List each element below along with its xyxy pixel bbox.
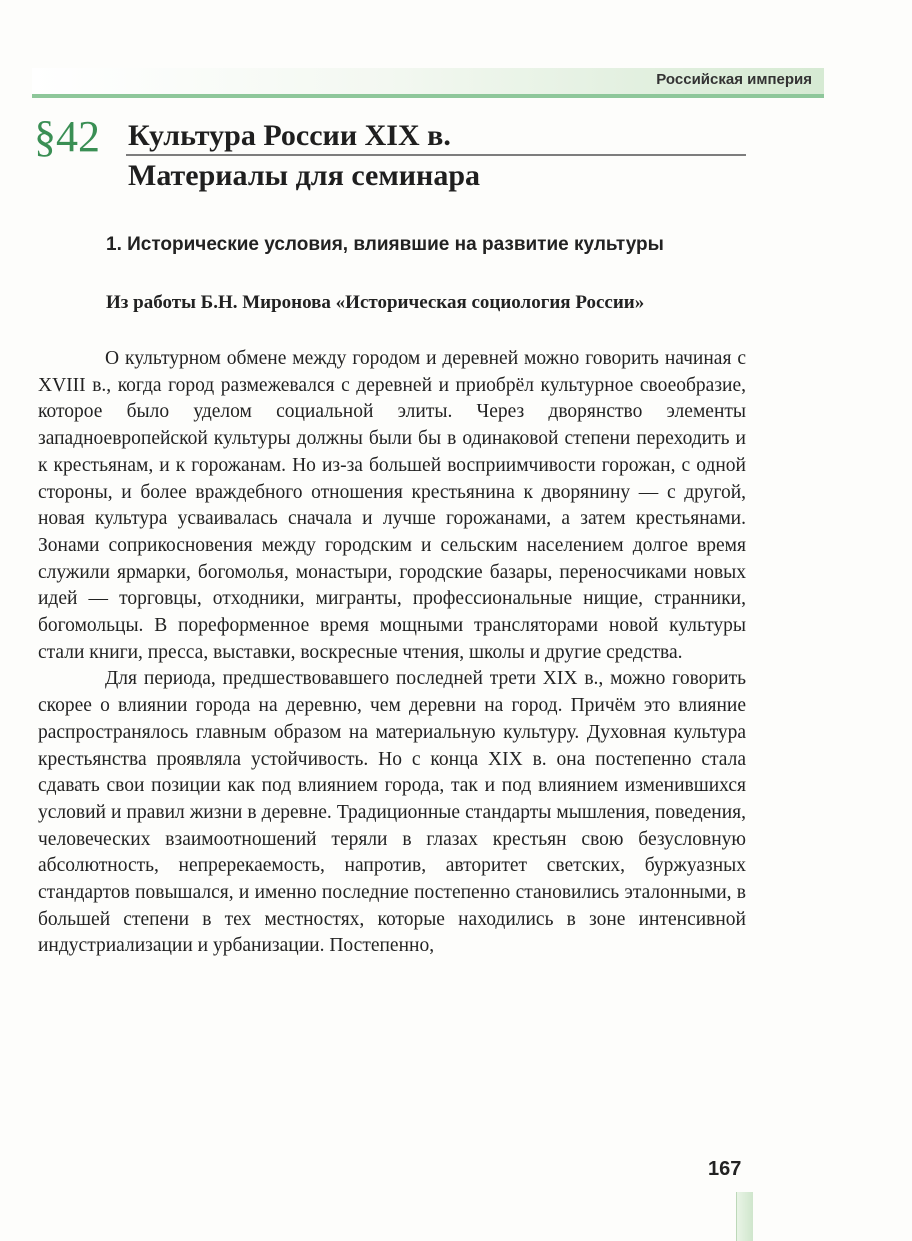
paragraph-1: О культурном обмене между городом и деревней можно говорить начиная с XVIII в., когда город размежевался с деревней и приобрёл культурное своеобразие, которое было уделом социальной элиты. Через дворянство элементы западноевропейской культуры должны были бы в одинаковой степени переходить и к крестьянам, и к горожанам. Но из-за большей восприимчивости горожан, с одной стороны, и более враждебного отношения крестьянина к дворянину — с другой, новая культура усваивалась сначала и лучше горожанами, а затем крестьянами. Зонами соприкосновения между городским и сельским населением долгое время служили ярмарки, богомолья, монастыри, городские базары, переносчиками новых идей — торговцы, отходники, мигранты, профессиональные нищие, странники, богомольцы. В пореформенное время мощными трансляторами новой культуры стали книги, пресса, выставки, воскресные чтения, школы и другие средства. xyxy=(38,348,746,663)
chapter-title-line-1: Культура России XIX в. xyxy=(128,119,451,152)
page-number: 167 xyxy=(708,1158,742,1180)
running-head: Российская империя xyxy=(656,71,812,88)
running-header-bar xyxy=(32,68,824,98)
source-heading: Из работы Б.Н. Миронова «Историческая социология России» xyxy=(106,292,645,313)
section-heading: 1. Исторические условия, влиявшие на развитие культуры xyxy=(106,234,664,255)
section-number: §42 xyxy=(34,112,100,161)
paragraph-2: Для периода, предшествовавшего последней трети XIX в., можно говорить скорее о влиянии города на деревню, чем деревни на город. Причём это влияние распространялось главным образом на материальную культуру. Духовная культура крестьянства проявляла устойчивость. Но с конца XIX в. она постепенно стала сдавать свои позиции как под влиянием города, так и под влиянием изменившихся условий и правил жизни в деревне. Традиционные стандарты мышления, поведения, человеческих взаимоотношений теряли в глазах крестьян свою безусловную абсолютность, непререкаемость, напротив, авторитет светских, буржуазных стандартов повышался, и именно последние постепенно становились эталонными, в большей степени в тех местностях, которые находились в зоне интенсивной индустриализации и урбанизации. Постепенно, xyxy=(38,668,746,957)
title-underline xyxy=(126,154,746,156)
page-edge-tab xyxy=(736,1192,753,1241)
chapter-title-line-2: Материалы для семинара xyxy=(128,159,481,192)
body-text xyxy=(38,346,746,960)
